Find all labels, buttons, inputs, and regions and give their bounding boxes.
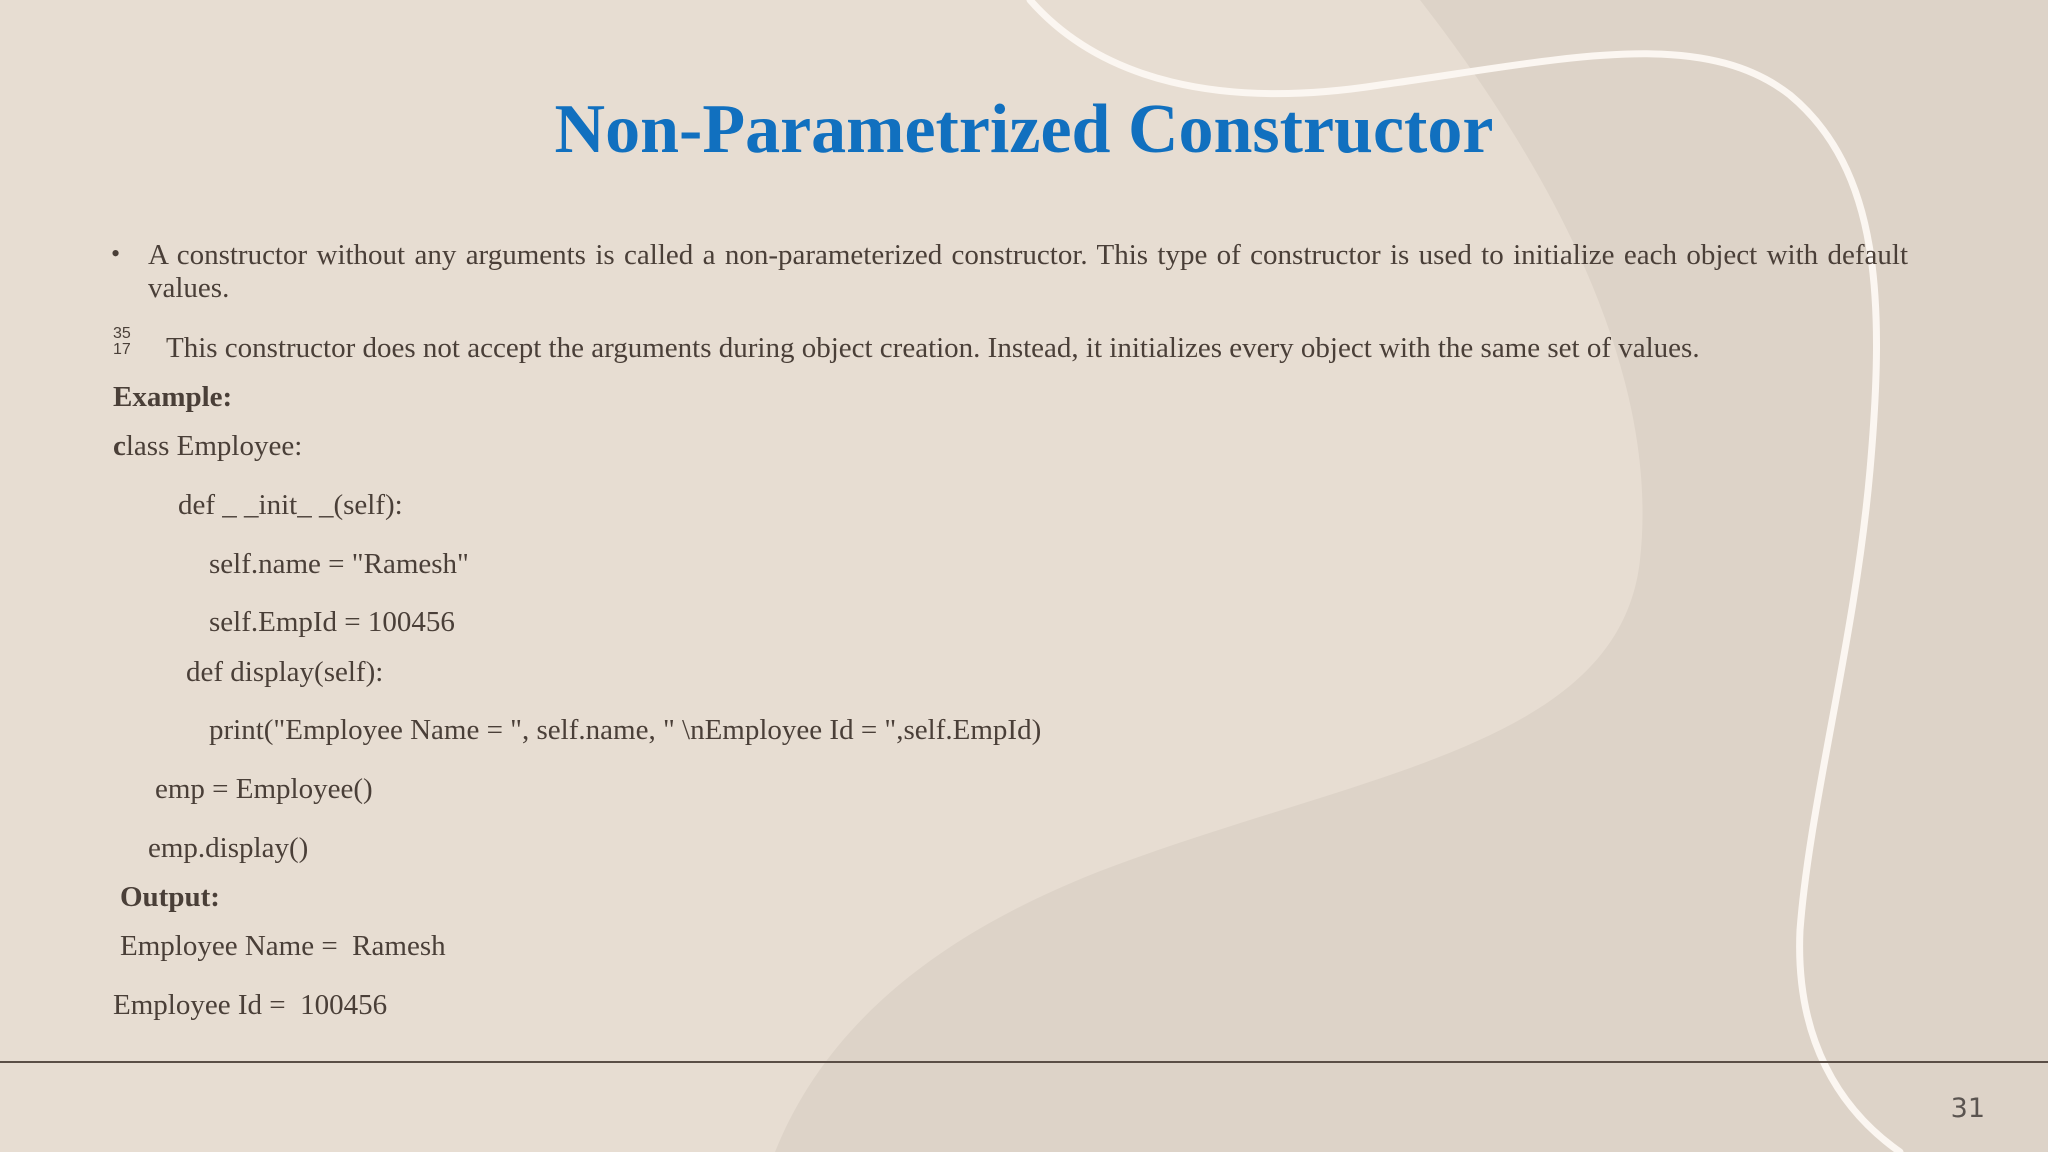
code-line-name-assign: self.name = "Ramesh": [209, 548, 469, 580]
bullet-text: A constructor without any arguments is called a non-parameterized constructor. This type of constructor is used to initialize each object with default values.: [148, 239, 1908, 304]
code-line-init-def: def _ _init_ _(self):: [178, 489, 403, 521]
bullet-marker-glyph: [113, 326, 131, 358]
footer-divider: [0, 1061, 2048, 1063]
slide-title: Non-Parametrized Constructor: [554, 91, 1494, 168]
code-line-display-def: def display(self):: [186, 656, 384, 688]
output-line-1: Employee Name = Ramesh: [120, 930, 446, 962]
marker-top: 35: [113, 325, 131, 342]
output-line-2: Employee Id = 100456: [113, 989, 388, 1021]
example-label: Example:: [113, 381, 233, 413]
code-line-emp-create: emp = Employee(): [155, 773, 373, 805]
bullet-item-2: This constructor does not accept the arguments during object creation. Instead, it initializes every object with the same set of values.: [166, 332, 1700, 364]
code-class-rest: lass Employee:: [125, 430, 303, 462]
code-class-first-letter: c: [113, 430, 126, 462]
code-line-emp-display: emp.display(): [148, 832, 309, 864]
code-line-class: [113, 430, 302, 463]
output-label: Output:: [120, 881, 220, 913]
page-number: 31: [1950, 1093, 1985, 1124]
bullet-dot-icon: •: [111, 239, 121, 268]
marker-bottom: 17: [113, 341, 131, 358]
code-line-print: print("Employee Name = ", self.name, " \nEmployee Id = ",self.EmpId): [209, 714, 1042, 746]
code-line-empid-assign: self.EmpId = 100456: [209, 606, 455, 638]
